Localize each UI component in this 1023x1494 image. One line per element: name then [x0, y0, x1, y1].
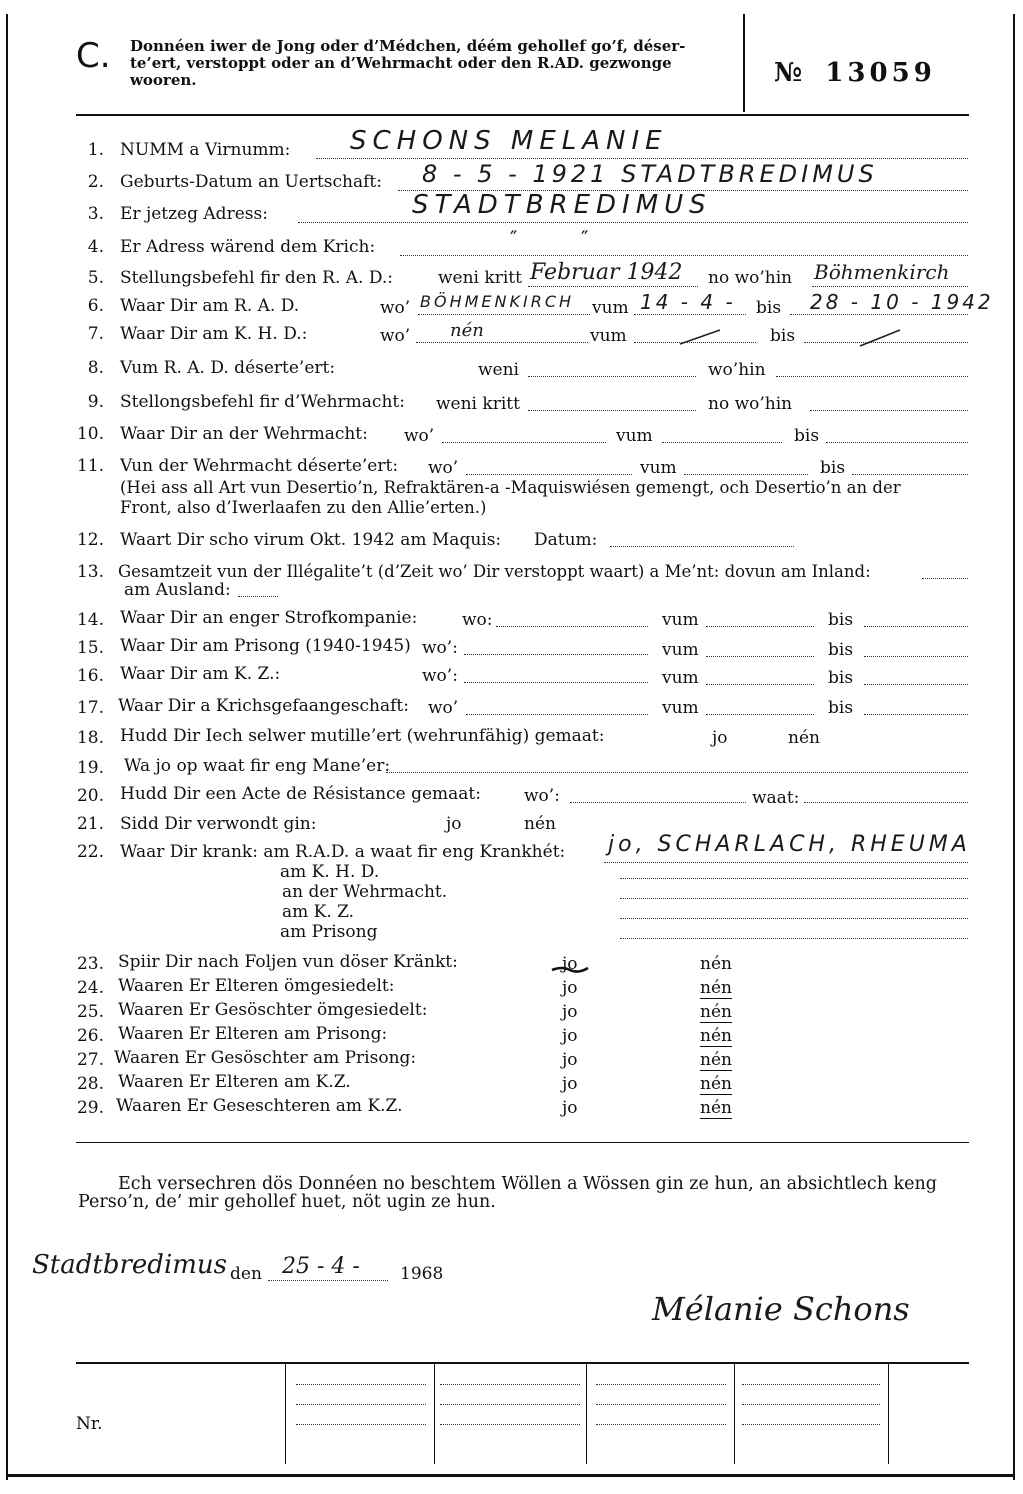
row-number: 9. — [87, 392, 104, 412]
number-value: 13059 — [825, 58, 936, 88]
parents-prison-label: Waaren Er Elteren am Prisong: — [118, 1024, 388, 1044]
strafkompanie-vum: vum — [662, 610, 699, 630]
parents-kz-label: Waaren Er Elteren am K.Z. — [118, 1072, 351, 1092]
row-number: 21. — [76, 814, 104, 834]
wounded-jo: jo — [446, 814, 462, 834]
date-line — [268, 1280, 388, 1281]
maquis-datum-line — [610, 546, 794, 547]
table-dots-8 — [596, 1404, 726, 1405]
prison-label: Waar Dir am Prisong (1940-1945) — [120, 636, 411, 656]
table-div-4 — [734, 1364, 735, 1464]
table-dots-12 — [742, 1424, 880, 1425]
date-den: den — [230, 1264, 262, 1284]
row-number: 18. — [76, 728, 104, 748]
row-number: 6. — [87, 296, 104, 316]
consequences-jo: jo — [562, 954, 578, 974]
header-title-line1: Donnéen iwer de Jong oder d’Médchen, déém gehollef go’f, déser- — [130, 37, 686, 55]
parents-kz-nen: nén — [700, 1074, 732, 1094]
row-number: 29. — [76, 1098, 104, 1118]
rad-vum: vum — [592, 298, 629, 318]
row-number: 4. — [87, 237, 104, 257]
table-dots-4 — [440, 1384, 580, 1385]
row-number: 24. — [76, 978, 104, 998]
table-dots-11 — [742, 1404, 880, 1405]
rad-order-nowohin: no wo’hin — [708, 268, 793, 288]
table-dots-6 — [440, 1424, 580, 1425]
row-number: 15. — [76, 638, 104, 658]
rad-wo-value: BÖHMENKIRCH — [420, 292, 575, 311]
mutilation-jo: jo — [712, 728, 728, 748]
siblings-prison-jo: jo — [562, 1050, 578, 1070]
row-number: 22. — [76, 842, 104, 862]
wehrmacht-desert-bis: bis — [820, 458, 846, 478]
strafkompanie-wo: wo: — [462, 610, 493, 630]
table-div-2 — [434, 1364, 435, 1464]
consequences-jo-mark — [550, 962, 590, 976]
rad-order-nowohin-value: Böhmenkirch — [814, 260, 950, 284]
parents-prison-jo: jo — [562, 1026, 578, 1046]
row-number: 16. — [76, 666, 104, 686]
row-number: 5. — [87, 268, 104, 288]
row-number: 20. — [76, 786, 104, 806]
khd-bis: bis — [770, 326, 796, 346]
wehrmacht-order-weni: weni kritt — [436, 394, 520, 414]
war-address-value: ″ ″ — [510, 226, 589, 250]
illegality-abroad-line — [238, 596, 278, 597]
row-number: 28. — [76, 1074, 104, 1094]
manner-line — [386, 772, 968, 773]
header-title — [130, 38, 730, 89]
illness-sub-khd-line — [620, 878, 968, 879]
resistance-waat: waat: — [752, 788, 800, 808]
mutilation-nen: nén — [788, 728, 820, 748]
illness-value: jo, SCHARLACH, RHEUMA — [608, 832, 971, 857]
parents-resettled-label: Waaren Er Elteren ömgesiedelt: — [118, 976, 395, 996]
illness-sub-khd: am K. H. D. — [280, 862, 380, 882]
kz-vum-line — [706, 684, 814, 685]
wehrmacht-label: Waar Dir an der Wehrmacht: — [120, 424, 368, 444]
table-dots-1 — [296, 1384, 426, 1385]
header-title-line2: te’ert, verstoppt oder an d’Wehrmacht oder den R.AD. gezwonge — [130, 54, 672, 72]
illness-sub-prison: am Prisong — [280, 922, 378, 942]
strafkompanie-wo-line — [496, 626, 648, 627]
wounded-nen: nén — [524, 814, 556, 834]
table-dots-3 — [296, 1424, 426, 1425]
illness-sub-kz-line — [620, 918, 968, 919]
row-number: 17. — [76, 698, 104, 718]
declaration-line2: Perso’n, de’ mir gehollef huet, nöt ugin ze hun. — [78, 1192, 496, 1212]
siblings-resettled-label: Waaren Er Gesöschter ömgesiedelt: — [118, 1000, 428, 1020]
siblings-prison-label: Waaren Er Gesöschter am Prisong: — [114, 1048, 417, 1068]
table-div-1 — [285, 1364, 286, 1464]
wehrmacht-wo: wo’ — [404, 426, 435, 446]
row-number: 12. — [76, 530, 104, 550]
header-title-line3: wooren. — [130, 71, 197, 89]
siblings-kz-nen: nén — [700, 1098, 732, 1118]
rad-bis-value: 28 - 10 - 1942 — [810, 290, 994, 314]
illness-label: Waar Dir krank: am R.A.D. a waat fir eng Krankhét: — [120, 842, 566, 862]
rad-desert-weni: weni — [478, 360, 519, 380]
rad-desert-weni-line — [528, 376, 696, 377]
illness-sub-kz: am K. Z. — [282, 902, 355, 922]
parents-prison-nen: nén — [700, 1026, 732, 1046]
row-number: 10. — [76, 424, 104, 444]
row-number: 8. — [87, 358, 104, 378]
war-address-line — [400, 255, 968, 256]
resistance-wo-line — [570, 802, 746, 803]
frame-left — [6, 14, 8, 1480]
illness-sub-wehrmacht-line — [620, 898, 968, 899]
pow-vum: vum — [662, 698, 699, 718]
rad-desert-wohin: wo’hin — [708, 360, 766, 380]
address-line — [298, 222, 968, 223]
rad-vum-line — [634, 314, 746, 315]
number-sign: № — [774, 58, 803, 88]
wounded-label: Sidd Dir verwondt gin: — [120, 814, 317, 834]
table-dots-7 — [596, 1384, 726, 1385]
section-rule — [76, 1142, 969, 1143]
illegality-label-1: Gesamtzeit vun der Illégalite’t (d’Zeit wo’ Dir verstoppt waart) a Me’nt: dovun am Inland: — [118, 562, 871, 581]
illness-sub-wehrmacht: an der Wehrmacht. — [282, 882, 448, 902]
resistance-wo: wo’: — [524, 786, 560, 806]
prison-vum: vum — [662, 640, 699, 660]
rad-label: Waar Dir am R. A. D. — [120, 296, 300, 316]
khd-wo: wo’ — [380, 326, 411, 346]
consequences-label: Spiir Dir nach Foljen vun döser Kränkt: — [118, 952, 458, 972]
row-number: 11. — [76, 456, 104, 476]
rad-vum-value: 14 - 4 - — [640, 290, 736, 314]
khd-strike-marks — [660, 324, 920, 350]
birth-value: 8 - 5 - 1921 STADTBREDIMUS — [422, 160, 878, 188]
kz-label: Waar Dir am K. Z.: — [120, 664, 281, 684]
strafkompanie-bis: bis — [828, 610, 854, 630]
section-letter: C. — [76, 36, 111, 76]
siblings-resettled-jo: jo — [562, 1002, 578, 1022]
row-number: 14. — [76, 610, 104, 630]
resistance-label: Hudd Dir een Acte de Résistance gemaat: — [120, 784, 481, 804]
wehrmacht-order-weni-line — [528, 410, 696, 411]
kz-bis-line — [864, 684, 968, 685]
siblings-kz-jo: jo — [562, 1098, 578, 1118]
kz-vum: vum — [662, 668, 699, 688]
maquis-datum: Datum: — [534, 530, 598, 550]
rad-wo-line — [418, 314, 590, 315]
rad-order-weni-value: Februar 1942 — [530, 260, 683, 285]
wehrmacht-desert-bis-line — [852, 474, 968, 475]
table-dots-5 — [440, 1404, 580, 1405]
table-top-rule — [76, 1362, 969, 1364]
wehrmacht-order-label: Stellongsbefehl fir d’Wehrmacht: — [120, 392, 405, 412]
row-number: 2. — [87, 172, 104, 192]
parents-resettled-nen: nén — [700, 978, 732, 998]
desertion-note-1: (Hei ass all Art vun Desertio’n, Refraktären-a -Maquiswiésen gemengt, och Desertio’n an der — [120, 478, 901, 497]
header-rule — [76, 114, 969, 116]
name-line — [316, 158, 968, 159]
parents-resettled-jo: jo — [562, 978, 578, 998]
mutilation-label: Hudd Dir Iech selwer mutille’ert (wehrunfähig) gemaat: — [120, 726, 605, 746]
name-label: NUMM a Virnumm: — [120, 140, 291, 160]
illness-line — [604, 862, 968, 863]
row-number: 1. — [87, 140, 104, 160]
rad-order-nowohin-line — [812, 286, 968, 287]
wehrmacht-desert-wo: wo’ — [428, 458, 459, 478]
strafkompanie-bis-line — [864, 626, 968, 627]
row-number: 13. — [76, 562, 104, 582]
rad-order-label: Stellungsbefehl fir den R. A. D.: — [120, 268, 394, 288]
rad-desert-wohin-line — [776, 376, 968, 377]
wehrmacht-desert-vum-line — [684, 474, 808, 475]
table-dots-9 — [596, 1424, 726, 1425]
wehrmacht-wo-line — [442, 442, 606, 443]
wehrmacht-vum-line — [662, 442, 782, 443]
row-number: 26. — [76, 1026, 104, 1046]
wehrmacht-desert-vum: vum — [640, 458, 677, 478]
kz-wo: wo’: — [422, 666, 458, 686]
khd-wo-value: nén — [450, 320, 484, 341]
siblings-prison-nen: nén — [700, 1050, 732, 1070]
wehrmacht-desert-wo-line — [466, 474, 632, 475]
war-address-label: Er Adress wärend dem Krich: — [120, 237, 376, 257]
strafkompanie-label: Waar Dir an enger Strofkompanie: — [120, 608, 418, 628]
name-value: SCHONS MELANIE — [350, 126, 668, 156]
kz-wo-line — [464, 682, 648, 683]
prison-wo-line — [464, 654, 648, 655]
wehrmacht-bis: bis — [794, 426, 820, 446]
rad-order-weni-line — [528, 286, 698, 287]
pow-label: Waar Dir a Krichsgefaangeschaft: — [118, 696, 409, 716]
frame-bottom — [6, 1474, 1015, 1477]
rad-bis: bis — [756, 298, 782, 318]
pow-bis-line — [864, 714, 968, 715]
row-number: 25. — [76, 1002, 104, 1022]
strafkompanie-vum-line — [706, 626, 814, 627]
consequences-nen: nén — [700, 954, 732, 974]
kz-bis: bis — [828, 668, 854, 688]
wehrmacht-order-nowohin-line — [810, 410, 968, 411]
table-div-5 — [888, 1364, 889, 1464]
place-handwritten: Stadtbredimus — [32, 1250, 228, 1280]
date-year: 1968 — [400, 1264, 444, 1284]
row-number: 19. — [76, 758, 104, 778]
prison-vum-line — [706, 656, 814, 657]
row-number: 3. — [87, 204, 104, 224]
maquis-label: Waart Dir scho virum Okt. 1942 am Maquis: — [120, 530, 502, 550]
form-number — [774, 58, 936, 88]
khd-vum: vum — [590, 326, 627, 346]
table-dots-10 — [742, 1384, 880, 1385]
pow-vum-line — [706, 714, 814, 715]
rad-wo: wo’ — [380, 298, 411, 318]
siblings-kz-label: Waaren Er Geseschteren am K.Z. — [116, 1096, 403, 1116]
nr-label: Nr. — [76, 1414, 103, 1434]
pow-bis: bis — [828, 698, 854, 718]
khd-label: Waar Dir am K. H. D.: — [120, 324, 308, 344]
manner-label: Wa jo op waat fir eng Mane’er: — [124, 756, 391, 776]
address-label: Er jetzeg Adress: — [120, 204, 268, 224]
rad-desert-label: Vum R. A. D. déserte’ert: — [120, 358, 336, 378]
desertion-note-2: Front, also d’Iwerlaafen zu den Allie’erten.) — [120, 498, 487, 517]
illness-sub-prison-line — [620, 938, 968, 939]
row-number: 27. — [76, 1050, 104, 1070]
date-value: 25 - 4 - — [282, 1254, 360, 1279]
declaration-line1: Ech versechren dös Donnéen no beschtem Wöllen a Wössen gin ze hun, an absichtlech keng — [118, 1174, 937, 1194]
row-number: 23. — [76, 954, 104, 974]
table-dots-2 — [296, 1404, 426, 1405]
wehrmacht-vum: vum — [616, 426, 653, 446]
prison-bis-line — [864, 656, 968, 657]
pow-wo: wo’ — [428, 698, 459, 718]
pow-wo-line — [466, 714, 648, 715]
wehrmacht-order-nowohin: no wo’hin — [708, 394, 793, 414]
siblings-resettled-nen: nén — [700, 1002, 732, 1022]
address-value: STADTBREDIMUS — [412, 190, 712, 220]
wehrmacht-desert-label: Vun der Wehrmacht déserte’ert: — [120, 456, 399, 476]
birth-label: Geburts-Datum an Uertschaft: — [120, 172, 382, 192]
frame-right — [1013, 14, 1015, 1480]
illegality-label-2: am Ausland: — [124, 580, 231, 600]
header-divider — [743, 14, 745, 112]
signature: Mélanie Schons — [652, 1290, 910, 1328]
prison-bis: bis — [828, 640, 854, 660]
parents-kz-jo: jo — [562, 1074, 578, 1094]
prison-wo: wo’: — [422, 638, 458, 658]
khd-wo-line — [416, 342, 588, 343]
table-div-3 — [586, 1364, 587, 1464]
wehrmacht-bis-line — [826, 442, 968, 443]
rad-order-weni: weni kritt — [438, 268, 522, 288]
rad-bis-line — [790, 314, 968, 315]
illegality-inland-line — [922, 578, 968, 579]
resistance-waat-line — [804, 802, 968, 803]
row-number: 7. — [87, 324, 104, 344]
